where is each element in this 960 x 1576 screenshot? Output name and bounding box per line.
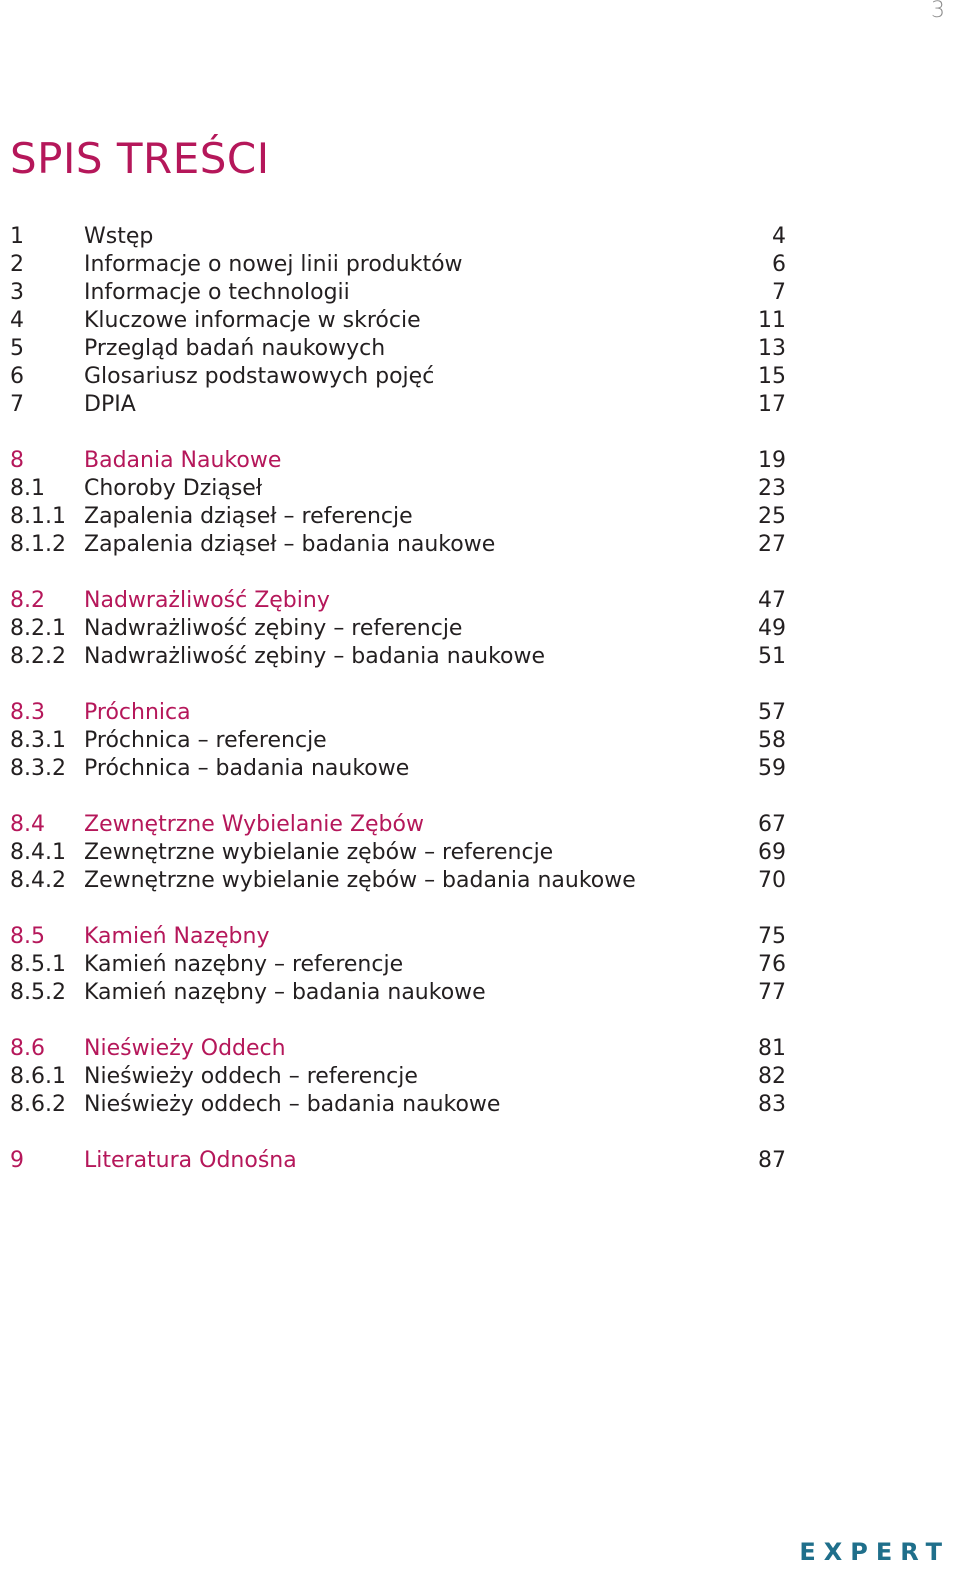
toc-entry-page: 19 — [758, 448, 786, 473]
toc-entry[interactable] — [0, 363, 800, 391]
toc-entry-label: Badania Naukowe — [84, 448, 282, 473]
toc-entry[interactable] — [0, 279, 800, 307]
toc-entry[interactable] — [0, 1091, 800, 1119]
toc-entry[interactable] — [0, 531, 800, 559]
toc-entry-number: 8.6 — [10, 1036, 45, 1061]
toc-entry-page: 69 — [758, 840, 786, 865]
toc-entry-label: Próchnica — [84, 700, 191, 725]
toc-entry-label: Próchnica – badania naukowe — [84, 756, 410, 781]
toc-entry-number: 3 — [10, 280, 24, 305]
toc-entry-number: 8.4.1 — [10, 840, 66, 865]
toc-entry-label: Zapalenia dziąseł – referencje — [84, 504, 413, 529]
toc-entry-label: Nadwrażliwość zębiny – referencje — [84, 616, 463, 641]
toc-entry-label: Informacje o technologii — [84, 280, 350, 305]
toc-entry-number: 8 — [10, 448, 24, 473]
toc-entry[interactable] — [0, 951, 800, 979]
toc-entry-number: 8.5.1 — [10, 952, 66, 977]
toc-entry-number: 8.2.1 — [10, 616, 66, 641]
toc-entry-number: 1 — [10, 224, 24, 249]
toc-entry-label: Nadwrażliwość zębiny – badania naukowe — [84, 644, 546, 669]
toc-entry[interactable] — [0, 251, 800, 279]
toc-entry-number: 8.6.2 — [10, 1092, 66, 1117]
toc-entry-number: 2 — [10, 252, 24, 277]
toc-entry[interactable] — [0, 475, 800, 503]
toc-entry-number: 9 — [10, 1148, 24, 1173]
toc-entry-page: 23 — [758, 476, 786, 501]
toc-entry-page: 47 — [758, 588, 786, 613]
toc-section-heading[interactable] — [0, 447, 800, 475]
toc-entry-number: 8.3.1 — [10, 728, 66, 753]
toc-entry-label: Nieświeży Oddech — [84, 1036, 286, 1061]
toc-entry-page: 81 — [758, 1036, 786, 1061]
toc-entry-page: 11 — [758, 308, 786, 333]
toc-entry-label: DPIA — [84, 392, 136, 417]
toc-entry-number: 8.6.1 — [10, 1064, 66, 1089]
toc-entry-page: 87 — [758, 1148, 786, 1173]
toc-entry-label: Nieświeży oddech – referencje — [84, 1064, 418, 1089]
toc-entry[interactable] — [0, 223, 800, 251]
toc-entry-label: Zewnętrzne Wybielanie Zębów — [84, 812, 424, 837]
toc-entry-label: Wstęp — [84, 224, 154, 249]
toc-entry[interactable] — [0, 307, 800, 335]
toc-entry-page: 27 — [758, 532, 786, 557]
toc-entry[interactable] — [0, 979, 800, 1007]
toc-entry-page: 49 — [758, 616, 786, 641]
toc-entry-page: 70 — [758, 868, 786, 893]
toc-entry-number: 8.1.1 — [10, 504, 66, 529]
toc-entry-page: 58 — [758, 728, 786, 753]
toc-entry-number: 8.3 — [10, 700, 45, 725]
toc-entry[interactable] — [0, 839, 800, 867]
toc-entry-label: Informacje o nowej linii produktów — [84, 252, 463, 277]
toc-entry-page: 77 — [758, 980, 786, 1005]
toc-entry-number: 8.4 — [10, 812, 45, 837]
toc-entry-page: 83 — [758, 1092, 786, 1117]
toc-entry-number: 8.2.2 — [10, 644, 66, 669]
toc-entry-page: 17 — [758, 392, 786, 417]
toc-entry[interactable] — [0, 727, 800, 755]
toc-entry[interactable] — [0, 335, 800, 363]
toc-entry-label: Nieświeży oddech – badania naukowe — [84, 1092, 501, 1117]
toc-entry-page: 25 — [758, 504, 786, 529]
toc-entry-number: 8.2 — [10, 588, 45, 613]
toc-section-heading[interactable] — [0, 699, 800, 727]
toc-entry-page: 13 — [758, 336, 786, 361]
toc-entry-label: Zapalenia dziąseł – badania naukowe — [84, 532, 496, 557]
toc-entry-label: Kamień Nazębny — [84, 924, 270, 949]
toc-entry[interactable] — [0, 867, 800, 895]
toc-section-heading[interactable] — [0, 587, 800, 615]
toc-entry-page: 7 — [772, 280, 786, 305]
toc-entry-number: 6 — [10, 364, 24, 389]
toc-entry-label: Próchnica – referencje — [84, 728, 327, 753]
toc-entry-number: 8.4.2 — [10, 868, 66, 893]
toc-entry-number: 8.5.2 — [10, 980, 66, 1005]
toc-entry-page: 6 — [772, 252, 786, 277]
toc-entry-label: Zewnętrzne wybielanie zębów – badania naukowe — [84, 868, 636, 893]
toc-entry-page: 57 — [758, 700, 786, 725]
toc-entry-page: 4 — [772, 224, 786, 249]
toc-section-heading[interactable] — [0, 923, 800, 951]
toc-entry-label: Przegląd badań naukowych — [84, 336, 386, 361]
toc-entry-number: 8.1.2 — [10, 532, 66, 557]
toc-entry-page: 75 — [758, 924, 786, 949]
toc-entry-label: Choroby Dziąseł — [84, 476, 263, 501]
toc-entry-number: 8.5 — [10, 924, 45, 949]
toc-entry-number: 5 — [10, 336, 24, 361]
toc-section-heading[interactable] — [0, 1147, 800, 1175]
toc-entry-number: 7 — [10, 392, 24, 417]
toc-entry-label: Kluczowe informacje w skrócie — [84, 308, 421, 333]
toc-entry-number: 4 — [10, 308, 24, 333]
toc-entry[interactable] — [0, 503, 800, 531]
page-number: 3 — [931, 0, 945, 23]
toc-entry-page: 76 — [758, 952, 786, 977]
toc-entry[interactable] — [0, 755, 800, 783]
toc-entry-page: 59 — [758, 756, 786, 781]
toc-entry-label: Kamień nazębny – badania naukowe — [84, 980, 486, 1005]
toc-entry-label: Literatura Odnośna — [84, 1148, 297, 1173]
toc-entry-label: Glosariusz podstawowych pojęć — [84, 364, 435, 389]
toc-entry-label: Kamień nazębny – referencje — [84, 952, 404, 977]
toc-entry[interactable] — [0, 391, 800, 419]
brand-logo: EXPERT — [799, 1538, 950, 1566]
toc-entry[interactable] — [0, 643, 800, 671]
toc-entry-page: 15 — [758, 364, 786, 389]
toc-entry-number: 8.1 — [10, 476, 45, 501]
toc-entry-page: 51 — [758, 644, 786, 669]
toc-section-heading[interactable] — [0, 811, 800, 839]
toc-entry-page: 67 — [758, 812, 786, 837]
toc-entry-label: Nadwrażliwość Zębiny — [84, 588, 330, 613]
toc-section-heading[interactable] — [0, 1035, 800, 1063]
toc-entry-page: 82 — [758, 1064, 786, 1089]
page-title: SPIS TREŚCI — [10, 134, 270, 183]
toc-entry[interactable] — [0, 1063, 800, 1091]
toc-entry-number: 8.3.2 — [10, 756, 66, 781]
toc-entry[interactable] — [0, 615, 800, 643]
toc-entry-label: Zewnętrzne wybielanie zębów – referencje — [84, 840, 554, 865]
